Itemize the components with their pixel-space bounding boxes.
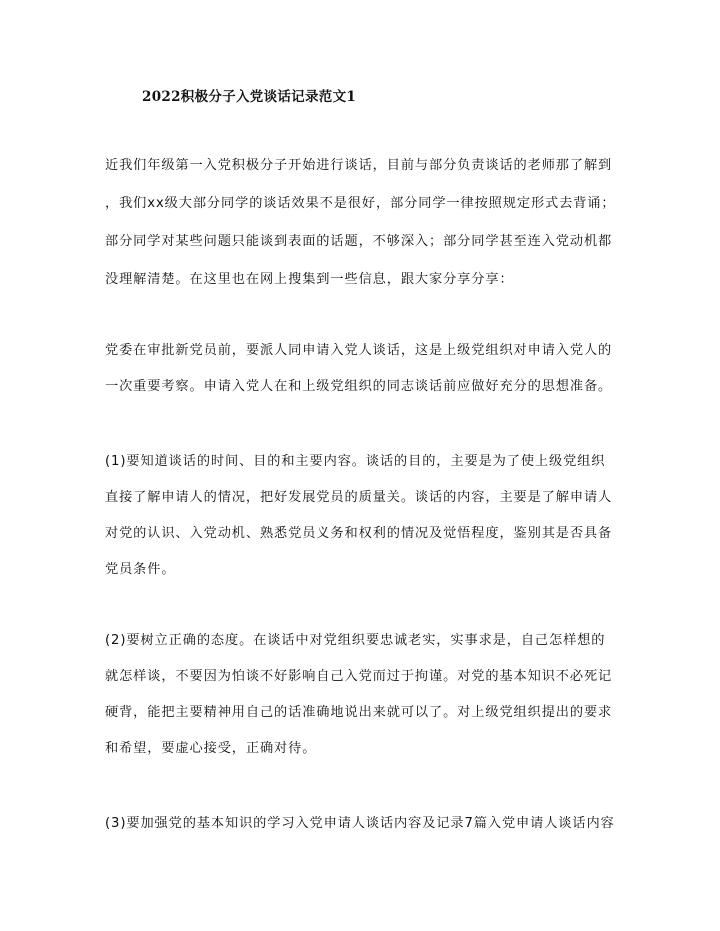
paragraph-1-line-2: ，我们xx级大部分同学的谈话效果不是很好，部分同学一律按照规定形式去背诵； [105,196,616,211]
paragraph-1-line-4: 没理解清楚。在这里也在网上搜集到一些信息，跟大家分享分享： [105,272,514,287]
document-title: 2022积极分子入党谈话记录范文1 [142,89,357,105]
paragraph-4-line-4: 和希望，要虚心接受，正确对待。 [105,741,317,756]
paragraph-3-line-1: (1)要知道谈话的时间、目的和主要内容。谈话的目的，主要是为了使上级党组织 [105,454,606,469]
paragraph-2-line-1: 党委在审批新党员前，要派人同申请入党人谈话，这是上级党组织对申请入党人的 [105,343,613,358]
paragraph-2-line-2: 一次重要考察。申请入党人在和上级党组织的同志谈话前应做好充分的思想准备。 [105,379,613,394]
paragraph-1-line-1: 近我们年级第一入党积极分子开始进行谈话，目前与部分负责谈话的老师那了解到 [105,158,613,173]
paragraph-4-line-2: 就怎样谈，不要因为怕谈不好影响自己入党而过于拘谨。对党的基本知识不必死记 [105,669,613,684]
paragraph-3-line-2: 直接了解申请人的情况，把好发展党员的质量关。谈话的内容，主要是了解申请人 [105,490,613,505]
paragraph-5-line-1: (3)要加强党的基本知识的学习入党申请人谈话内容及记录7篇入党申请人谈话内容 [105,816,615,831]
paragraph-3-line-3: 对党的认识、入党动机、熟悉党员义务和权利的情况及觉悟程度，鉴别其是否具备 [105,526,613,541]
paragraph-3-line-4: 党员条件。 [105,562,176,577]
paragraph-4-line-1: (2)要树立正确的态度。在谈话中对党组织要忠诚老实，实事求是，自己怎样想的 [105,633,606,648]
paragraph-1-line-3: 部分同学对某些问题只能谈到表面的话题，不够深入；部分同学甚至连入党动机都 [105,234,613,249]
paragraph-4-line-3: 硬背，能把主要精神用自己的话准确地说出来就可以了。对上级党组织提出的要求 [105,705,613,720]
